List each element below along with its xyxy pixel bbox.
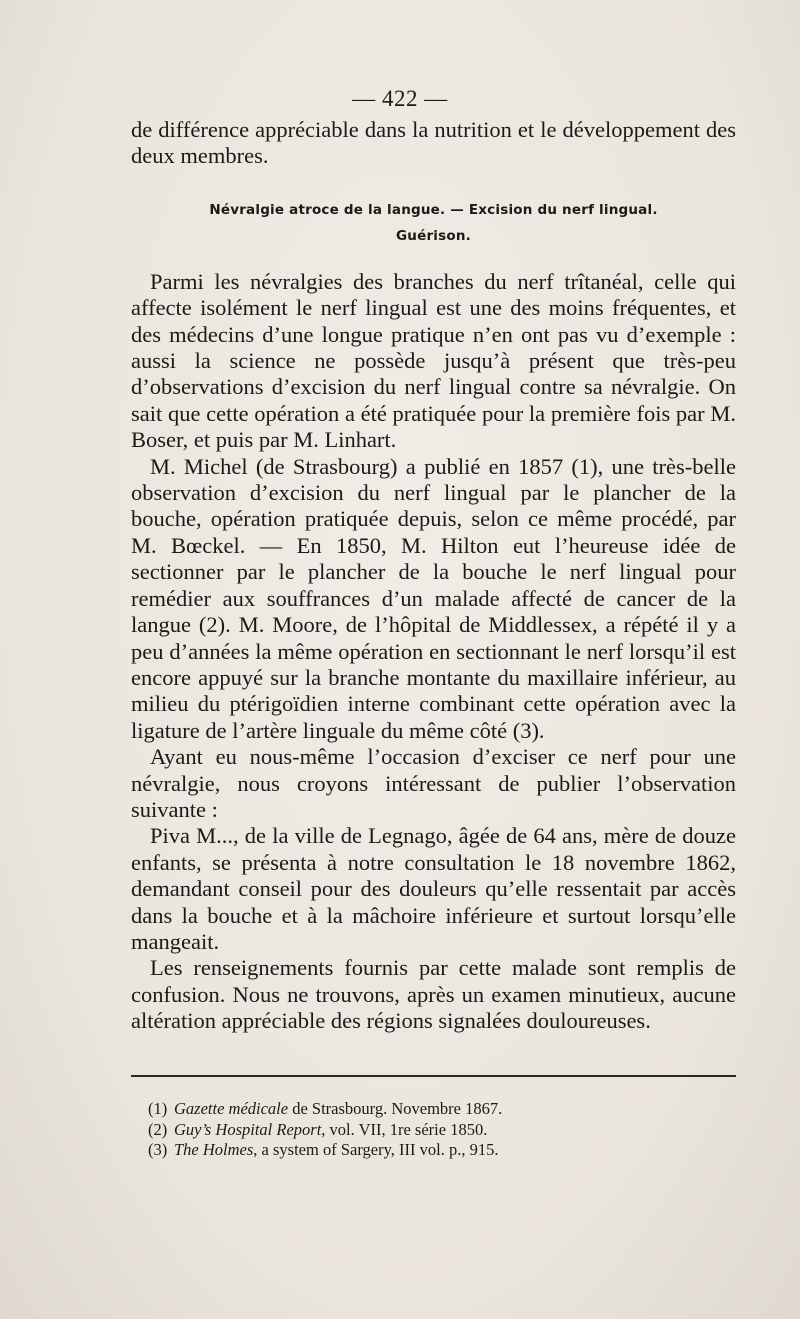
section-title-line-1: Névralgie atroce de la langue. — Excision du nerf lingual.: [209, 201, 658, 218]
section-title: [131, 197, 736, 249]
paragraph: Ayant eu nous-même l’occasion d’exciser ce nerf pour une névralgie, nous croyons intéressant de publier l’observation suivante :: [131, 744, 736, 822]
footnote: [148, 1140, 728, 1161]
footnote-text: , a system of Sargery, III vol. p., 915.: [253, 1140, 499, 1159]
opening-paragraph: de différence appréciable dans la nutrition et le développement des deux membres.: [131, 117, 736, 169]
footnotes: [148, 1099, 728, 1161]
footnote: [148, 1099, 728, 1120]
body-text: [131, 117, 736, 1035]
footnote-title: The Holmes: [174, 1140, 254, 1159]
footnote-title: Gazette médicale: [174, 1099, 289, 1118]
footnote-number: (3): [148, 1140, 168, 1159]
footnote-number: (1): [148, 1099, 168, 1118]
footnote: [148, 1120, 728, 1141]
footnote-text: de Strasbourg. Novembre 1867.: [288, 1099, 503, 1118]
paragraph: Piva M..., de la ville de Legnago, âgée de 64 ans, mère de douze enfants, se présenta à notre consultation le 18 novembre 1862, demandant conseil pour des douleurs qu’elle ressentait par accès dans la bouche et à la mâchoire inférieure et surtout lorsqu’elle mangeait.: [131, 823, 736, 954]
paragraph: Parmi les névralgies des branches du nerf trîtanéal, celle qui affecte isolément le nerf lingual est une des moins fréquentes, et des médecins d’une longue pratique n’en ont pas vu d’exemple : aussi la science ne possède jusqu’à présent que très-peu d’observations d’excision du nerf lingual contre sa névralgie. On sait que cette opération a été pratiquée pour la première fois par M. Boser, et puis par M. Linhart.: [131, 268, 736, 453]
paragraph: Les renseignements fournis par cette malade sont remplis de confusion. Nous ne trouvons, après un examen minutieux, aucune altération appréciable des régions signalées douloureuses.: [131, 955, 736, 1034]
page-number: — 422 —: [352, 86, 448, 111]
section-title-line-2: Guérison.: [396, 227, 471, 244]
footnote-divider: [131, 1075, 736, 1077]
paragraph: M. Michel (de Strasbourg) a publié en 1857 (1), une très-belle observation d’excision du nerf lingual par le plancher de la bouche, opération pratiquée depuis, selon ce même procédé, par M. Bœckel. — En 1850, M. Hilton eut l’heureuse idée de sectionner par le plancher de la bouche le nerf lingual pour remédier aux souffrances d’un malade affecté de cancer de la langue (2). M. Moore, de l’hôpital de Middlessex, a répété il y a peu d’années la même opération en sectionnant le nerf lorsqu’il est encore appuyé sur la branche montante du maxillaire inférieur, au milieu du ptérigoïdien interne combinant cette opération avec la ligature de l’artère linguale du même côté (3).: [131, 453, 736, 743]
footnote-text: , vol. VII, 1re série 1850.: [321, 1119, 488, 1139]
footnote-number: (2): [148, 1119, 168, 1139]
footnote-title: Guy’s Hospital Report: [174, 1119, 322, 1139]
